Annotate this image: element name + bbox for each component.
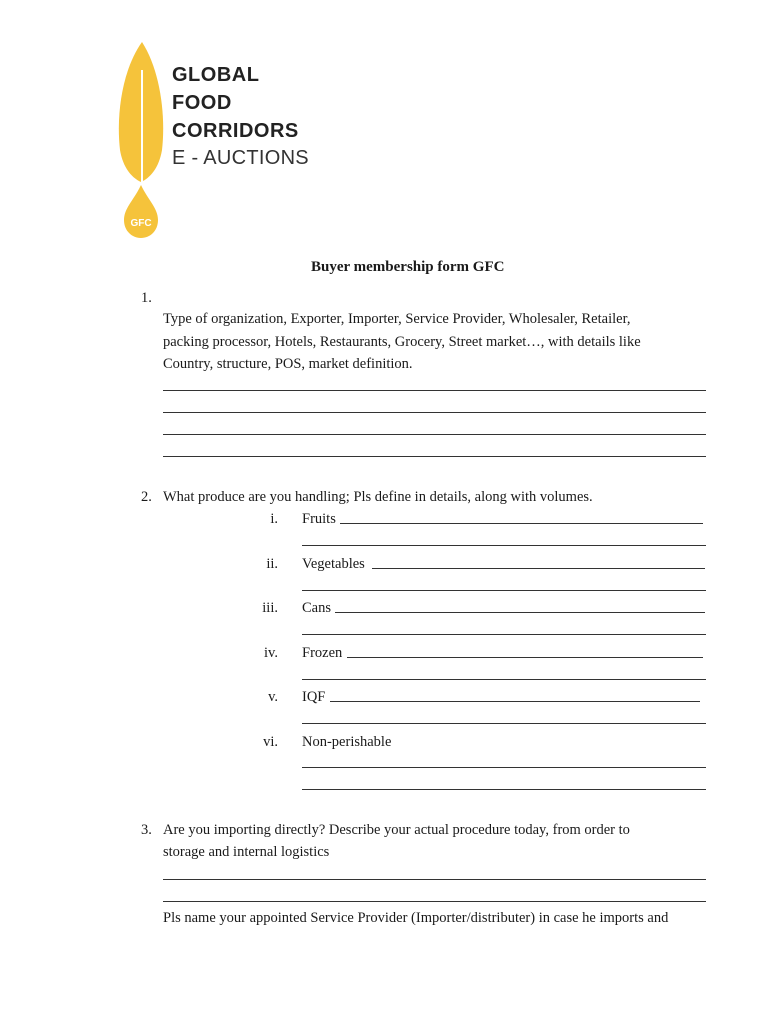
q3-answer-line[interactable] bbox=[163, 879, 706, 880]
q3-text-line1: Are you importing directly? Describe your actual procedure today, from order to bbox=[163, 822, 630, 838]
q3-text-line2: storage and internal logistics bbox=[163, 844, 330, 860]
item-numeral: iii. bbox=[262, 600, 278, 616]
item-label-iqf: IQF bbox=[302, 689, 326, 705]
cans-answer-line[interactable] bbox=[335, 612, 705, 613]
item-label-frozen: Frozen bbox=[302, 645, 343, 661]
item-numeral: i. bbox=[270, 511, 278, 527]
item-label-cans: Cans bbox=[302, 600, 331, 616]
q2-text: What produce are you handling; Pls define in details, along with volumes. bbox=[163, 489, 593, 505]
badge-text: GFC bbox=[130, 218, 152, 229]
fruits-answer-line[interactable] bbox=[302, 545, 706, 546]
item-numeral: vi. bbox=[263, 734, 278, 750]
q1-answer-line[interactable] bbox=[163, 434, 706, 435]
item-label-fruits: Fruits bbox=[302, 511, 336, 527]
logo-line-global: GLOBAL bbox=[172, 64, 260, 86]
frozen-answer-line[interactable] bbox=[347, 657, 703, 658]
item-numeral: v. bbox=[268, 689, 278, 705]
form-title: Buyer membership form GFC bbox=[311, 259, 505, 275]
q1-text-line2: packing processor, Hotels, Restaurants, Grocery, Street market…, with details like bbox=[163, 334, 641, 350]
q1-answer-line[interactable] bbox=[163, 390, 706, 391]
iqf-answer-line[interactable] bbox=[302, 723, 706, 724]
item-label-vegetables: Vegetables bbox=[302, 556, 365, 572]
item-numeral: iv. bbox=[264, 645, 278, 661]
q2-number: 2. bbox=[141, 489, 152, 505]
q1-text-line1: Type of organization, Exporter, Importer, Service Provider, Wholesaler, Retailer, bbox=[163, 311, 631, 327]
cans-answer-line[interactable] bbox=[302, 634, 706, 635]
non-perishable-answer-line[interactable] bbox=[302, 789, 706, 790]
item-label-non-perishable: Non-perishable bbox=[302, 734, 392, 750]
q1-answer-line[interactable] bbox=[163, 456, 706, 457]
logo-line-food: FOOD bbox=[172, 92, 232, 114]
vegetables-answer-line[interactable] bbox=[302, 590, 706, 591]
fruits-answer-line[interactable] bbox=[340, 523, 703, 524]
logo-line-corridors: CORRIDORS bbox=[172, 120, 299, 142]
vegetables-answer-line[interactable] bbox=[372, 568, 705, 569]
iqf-answer-line[interactable] bbox=[330, 701, 700, 702]
frozen-answer-line[interactable] bbox=[302, 679, 706, 680]
q3-number: 3. bbox=[141, 822, 152, 838]
q1-answer-line[interactable] bbox=[163, 412, 706, 413]
q1-text-line3: Country, structure, POS, market definition. bbox=[163, 356, 413, 372]
item-numeral: ii. bbox=[266, 556, 278, 572]
non-perishable-answer-line[interactable] bbox=[302, 767, 706, 768]
q3-answer-line[interactable] bbox=[163, 901, 706, 902]
logo-line-eauctions: E - AUCTIONS bbox=[172, 147, 309, 169]
q1-number: 1. bbox=[141, 290, 152, 306]
q3-text-line3: Pls name your appointed Service Provider (Importer/distributer) in case he imports and bbox=[163, 910, 669, 926]
